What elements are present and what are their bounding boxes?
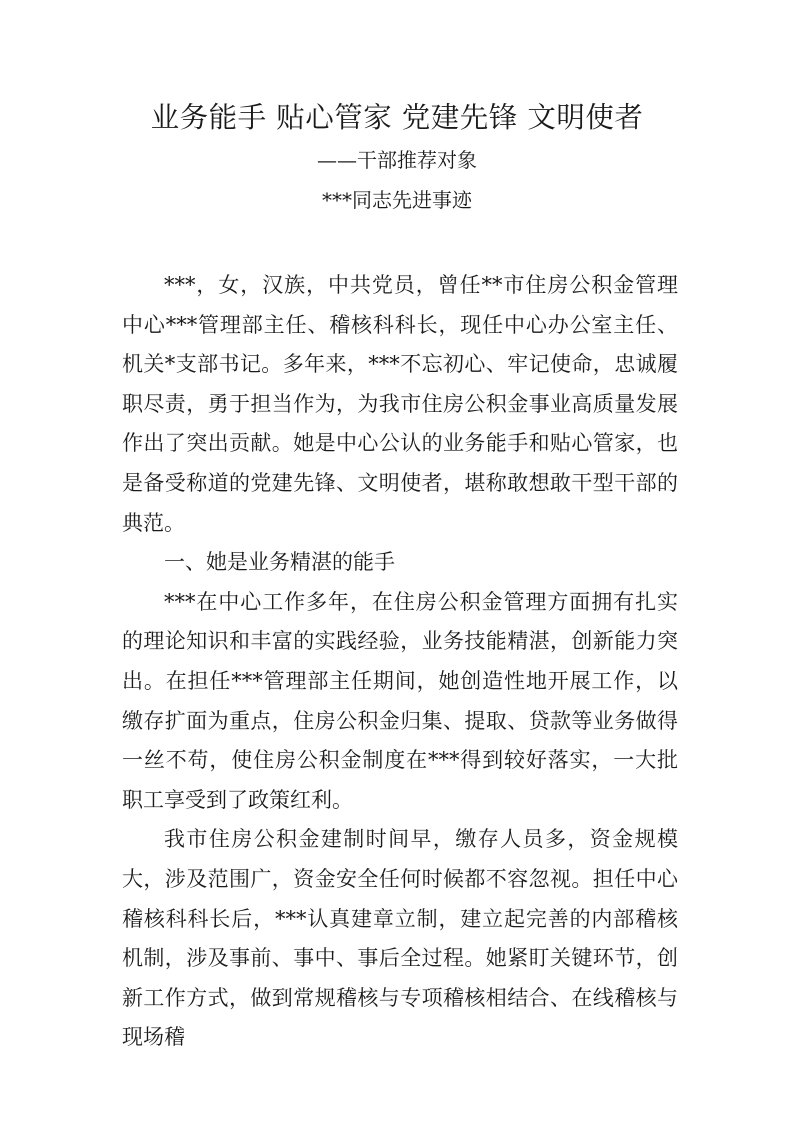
- section-heading-1: 一、她是业务精湛的能手: [164, 550, 395, 575]
- paragraph-business-skill: ***在中心工作多年，在住房公积金管理方面拥有扎实的理论知识和丰富的实践经验，业务技能精湛，创新能力突出。在担任***管理部主任期间，她创造性地开展工作，以 缴存扩面为重点，住房公积金归集、提取、贷款等业务做得一丝不苟，使住房公积金制度在***得到较好落实，一大批 职工享受到了政策红利。: [122, 589, 678, 812]
- document-title: 业务能手 贴心管家 党建先锋 文明使者: [150, 101, 644, 134]
- document-subtitle-deeds: ***同志先进事迹: [322, 188, 472, 212]
- paragraph-audit: 我市住房公积金建制时间早，缴存人员多，资金规模大，涉及范围广，资金安全任何时候都不容忽视。担任中心稽核科科长后，***认真建章立制，建立起完善的内部稽核机制，涉及事前、事中、事后全过程。她紧盯关键环节，创新工作方式，做到常规稽核与专项稽核相结合、在线稽核与现场稽: [122, 827, 678, 1050]
- document-subtitle-recommendation: ——干部推荐对象: [317, 148, 477, 172]
- document-body: [122, 266, 678, 1058]
- paragraph-intro: ***，女，汉族，中共党员，曾任**市住房公积金管理中心***管理部主任、稽核科科长，现任中心办公室主任、机关*支部书记。多年来，***不忘初心、牢记使命，忠诚履职尽责，勇于担当作为，为我市住房公积金事业高质量发展作出了突出贡献。她是中心公认的业务能手和贴心管家，也是备受称道的党建先锋、文明使者，堪称敢想敢干型干部的典范。: [122, 273, 678, 535]
